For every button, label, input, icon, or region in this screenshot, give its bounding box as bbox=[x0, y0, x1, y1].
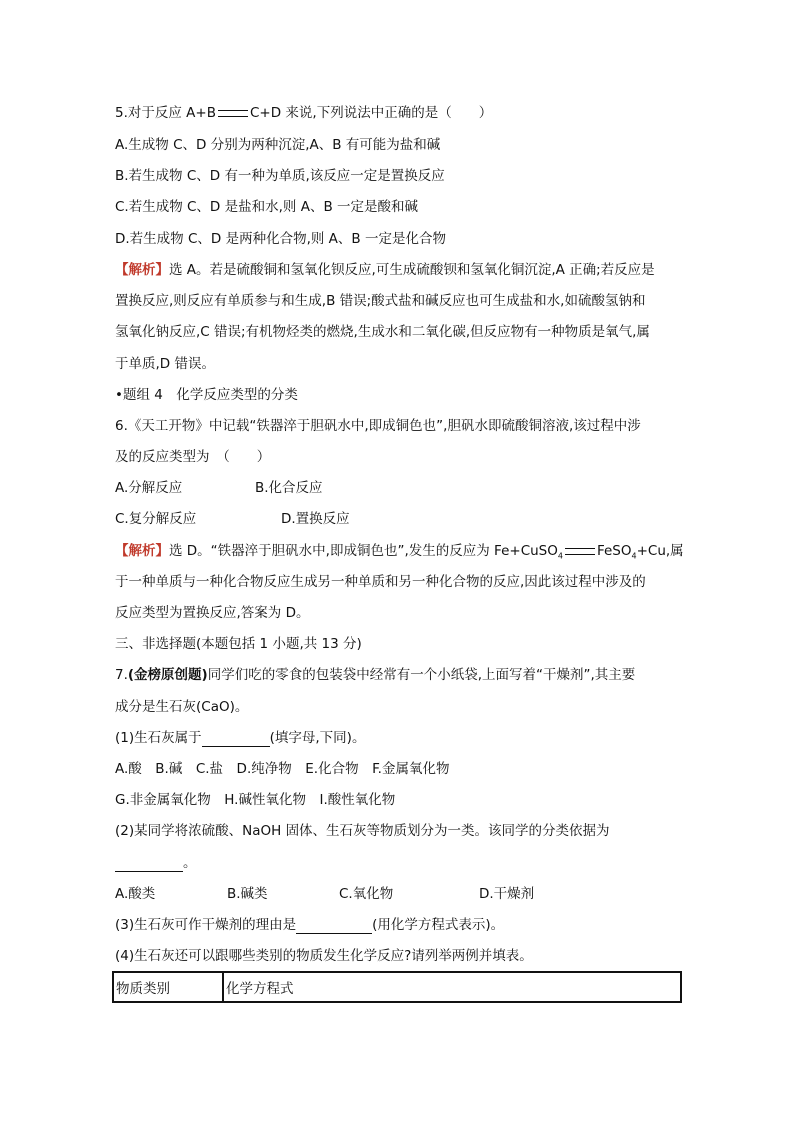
table-header-row bbox=[113, 972, 681, 1002]
q6-stem-line-2: 及的反应类型为 （ ） bbox=[115, 449, 271, 465]
q7-part-2-options: A.酸类 B.碱类 C.氧化物 D.干燥剂 bbox=[115, 886, 535, 902]
q5-analysis-line-2: 置换反应,则反应有单质参与和生成,B 错误;酸式盐和碱反应也可生成盐和水,如硫酸氢钠和 bbox=[115, 293, 646, 309]
q6-stem: 6.《天工开物》中记载“铁器淬于胆矾水中,即成铜色也”,胆矾水即硫酸铜溶液,该过程中涉 bbox=[115, 418, 641, 434]
q6-options-row-1: A.分解反应 B.化合反应 bbox=[115, 480, 323, 496]
q5-option-d: D.若生成物 C、D 是两种化合物,则 A、B 一定是化合物 bbox=[115, 231, 446, 247]
q7-stem: 7.(金榜原创题)同学们吃的零食的包装袋中经常有一个小纸袋,上面写着“干燥剂”,其主要 bbox=[115, 667, 636, 683]
q5-stem: 5.对于反应 A+B C+D 来说,下列说法中正确的是（ ） bbox=[115, 105, 493, 121]
q7-part-1-options: A.酸 B.碱 C.盐 D.纯净物 E.化合物 F.金属氧化物 bbox=[115, 761, 450, 777]
q7-part-1: (1)生石灰属于 (填字母,下同)。 bbox=[115, 730, 366, 746]
q5-option-a: A.生成物 C、D 分别为两种沉淀,A、B 有可能为盐和碱 bbox=[115, 137, 441, 153]
equals-sign bbox=[218, 110, 248, 117]
q7-part-2: (2)某同学将浓硫酸、NaOH 固体、生石灰等物质划分为一类。该同学的分类依据为 bbox=[115, 823, 610, 839]
q5-analysis-line-4: 于单质,D 错误。 bbox=[115, 356, 215, 372]
answer-blank[interactable] bbox=[202, 732, 270, 747]
table-header-equation: 化学方程式 bbox=[223, 972, 681, 1002]
q7-part-2-answer: 。 bbox=[115, 854, 197, 872]
group-4-heading: •题组 4 化学反应类型的分类 bbox=[115, 387, 298, 403]
section-3-heading: 三、非选择题(本题包括 1 小题,共 13 分) bbox=[115, 636, 362, 652]
analysis-tag: 【解析】 bbox=[115, 543, 169, 559]
q6-analysis-line-2: 于一种单质与一种化合物反应生成另一种单质和另一种化合物的反应,因此该过程中涉及的 bbox=[115, 574, 646, 590]
answer-blank[interactable] bbox=[115, 857, 183, 872]
q7-part-3: (3)生石灰可作干燥剂的理由是 (用化学方程式表示)。 bbox=[115, 917, 505, 933]
answer-blank[interactable] bbox=[296, 919, 372, 934]
q7-stem-line-2: 成分是生石灰(CaO)。 bbox=[115, 699, 249, 715]
q6-options-row-2: C.复分解反应 D.置换反应 bbox=[115, 511, 350, 527]
q7-part-1-options-line-2: G.非金属氧化物 H.碱性氧化物 I.酸性氧化物 bbox=[115, 792, 396, 808]
q5-analysis: 【解析】选 A。若是硫酸铜和氢氧化钡反应,可生成硫酸钡和氢氧化铜沉淀,A 正确;若反应是 bbox=[115, 262, 655, 278]
q6-analysis-line-3: 反应类型为置换反应,答案为 D。 bbox=[115, 605, 310, 621]
analysis-tag: 【解析】 bbox=[115, 262, 169, 278]
equals-sign bbox=[565, 548, 595, 555]
q6-analysis: 【解析】选 D。“铁器淬于胆矾水中,即成铜色也”,发生的反应为 Fe+CuSO$_4$ FeSO$_4$+Cu,属 bbox=[115, 543, 684, 561]
q7-part-4: (4)生石灰还可以跟哪些类别的物质发生化学反应?请列举两例并填表。 bbox=[115, 948, 533, 964]
table-header-category: 物质类别 bbox=[113, 972, 223, 1002]
answer-table bbox=[112, 971, 682, 1003]
q5-analysis-line-3: 氢氧化钠反应,C 错误;有机物烃类的燃烧,生成水和二氧化碳,但反应物有一种物质是氧气,属 bbox=[115, 324, 650, 340]
q5-option-c: C.若生成物 C、D 是盐和水,则 A、B 一定是酸和碱 bbox=[115, 199, 418, 215]
q5-option-b: B.若生成物 C、D 有一种为单质,该反应一定是置换反应 bbox=[115, 168, 445, 184]
